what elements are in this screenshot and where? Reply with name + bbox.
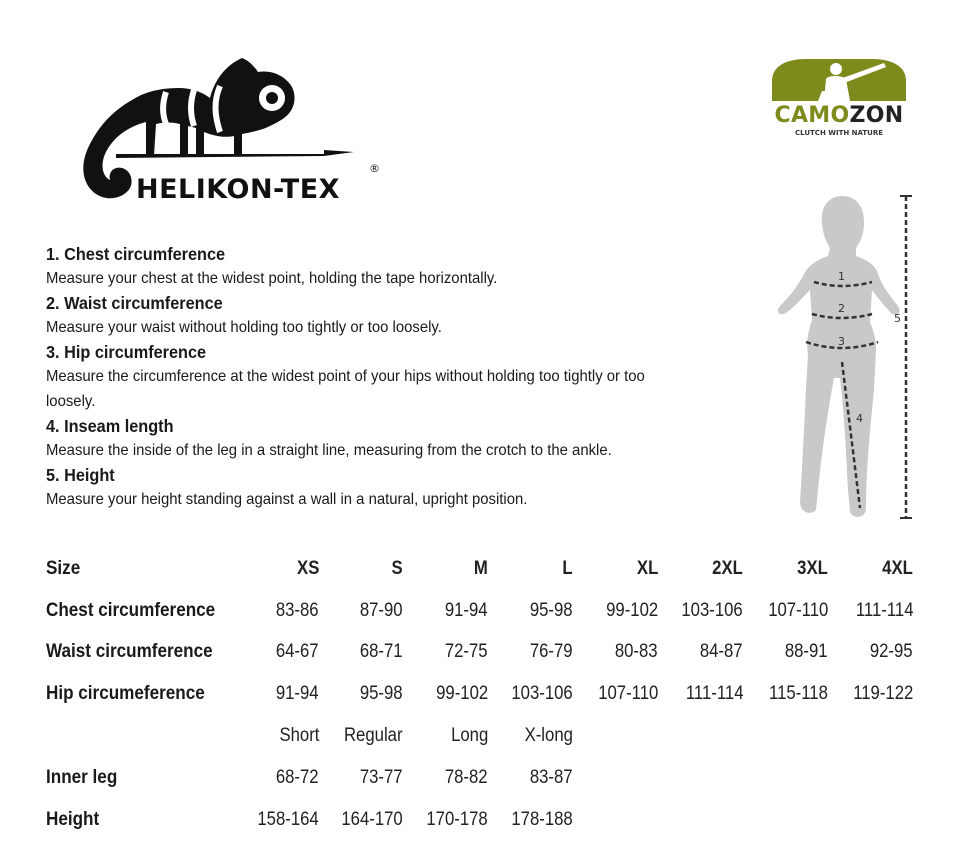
table-row-waist [46,632,913,674]
length-header-label [46,715,246,757]
size-s: S [391,557,403,579]
table-cell: 80-83 [615,641,658,663]
table-cell: 164-170 [341,808,403,830]
table-cell: 103-106 [681,599,743,621]
size-2xl: 2XL [712,557,743,579]
size-4xl: 4XL [882,557,913,579]
instruction-text-hip: Measure the circumference at the widest point of your hips without holding too tightly or too loosely. [46,368,645,410]
instruction-title-inseam: 4. Inseam length [46,416,174,436]
table-cell: 178-188 [511,808,573,830]
table-cell: 76-79 [530,641,573,663]
table-cell: 119-122 [852,683,913,705]
figure-label-4: 4 [856,412,863,425]
table-cell: 91-94 [276,683,319,705]
instruction-text-waist: Measure your waist without holding too tightly or too loosely. [46,319,442,336]
length-x-long: X-long [524,725,573,747]
table-cell: 73-77 [360,766,403,788]
table-cell: 88-91 [785,641,828,663]
table-cell: 87-90 [360,599,403,621]
table-cell: 107-110 [597,683,658,705]
length-long: Long [450,725,488,747]
size-header-row [46,548,913,590]
instruction-text-chest: Measure your chest at the widest point, holding the tape horizontally. [46,270,498,287]
table-row-chest [46,590,913,632]
table-cell: 115-118 [769,683,828,705]
table-cell: 64-67 [276,641,319,663]
size-xl: XL [636,557,658,579]
camozon-wordmark [766,103,912,128]
table-cell: 99-102 [435,683,488,705]
instruction-title-hip: 3. Hip circumference [46,342,207,362]
row-label: Height [46,808,100,830]
table-row-hip [46,673,913,715]
figure-label-5: 5 [894,312,901,325]
shooter-emblem-icon [766,57,912,105]
table-row-inner-leg [46,757,913,799]
size-l: L [562,557,573,579]
table-cell: 103-106 [511,683,573,705]
table-cell: 170-178 [426,808,488,830]
table-cell: 95-98 [530,599,573,621]
table-cell: 68-72 [276,766,319,788]
female-silhouette-icon [770,190,920,530]
helikon-tex-logo [74,52,394,212]
table-cell: 92-95 [870,641,913,663]
instruction-title-height: 5. Height [46,465,115,485]
size-header-label: Size [46,557,81,579]
length-regular: Regular [344,725,403,747]
instruction-text-height: Measure your height standing against a wall in a natural, upright position. [46,491,528,508]
camozon-tagline: CLUTCH WITH NATURE [795,129,883,137]
table-cell: 78-82 [445,766,488,788]
row-label: Waist circumference [46,641,213,663]
table-cell: 95-98 [360,683,403,705]
table-cell: 84-87 [700,641,743,663]
measuring-instructions [46,242,726,512]
instruction-title-waist: 2. Waist circumference [46,293,223,313]
row-label: Chest circumference [46,599,216,621]
table-row-height [46,799,913,841]
size-3xl: 3XL [797,557,828,579]
camozon-logo [766,57,912,139]
figure-label-3: 3 [838,335,845,348]
camozon-wordmark-part1: CAMO [774,103,850,128]
size-m: M [474,557,488,579]
row-label: Hip circumeference [46,683,205,705]
row-label: Inner leg [46,766,118,788]
instruction-text-inseam: Measure the inside of the leg in a straight line, measuring from the crotch to the ankle. [46,442,612,459]
table-cell: 111-114 [855,599,913,621]
body-measurement-figure [770,190,920,530]
figure-label-1: 1 [838,270,845,283]
figure-label-2: 2 [838,302,845,315]
table-cell: 111-114 [685,683,743,705]
size-chart-table [46,548,913,841]
length-short: Short [279,725,319,747]
table-cell: 99-102 [605,599,658,621]
table-cell: 107-110 [767,599,828,621]
table-cell: 158-164 [257,808,319,830]
size-xs: XS [296,557,319,579]
table-cell: 72-75 [445,641,488,663]
registered-mark: ® [369,162,380,175]
camozon-wordmark-part2: ZON [849,103,904,128]
table-cell: 68-71 [360,641,403,663]
length-header-row [46,715,913,757]
instruction-title-chest: 1. Chest circumference [46,244,226,264]
table-cell: 83-86 [276,599,319,621]
table-cell: 83-87 [530,766,573,788]
helikon-tex-wordmark: HELIKON-TEX [136,174,340,205]
table-cell: 91-94 [445,599,488,621]
